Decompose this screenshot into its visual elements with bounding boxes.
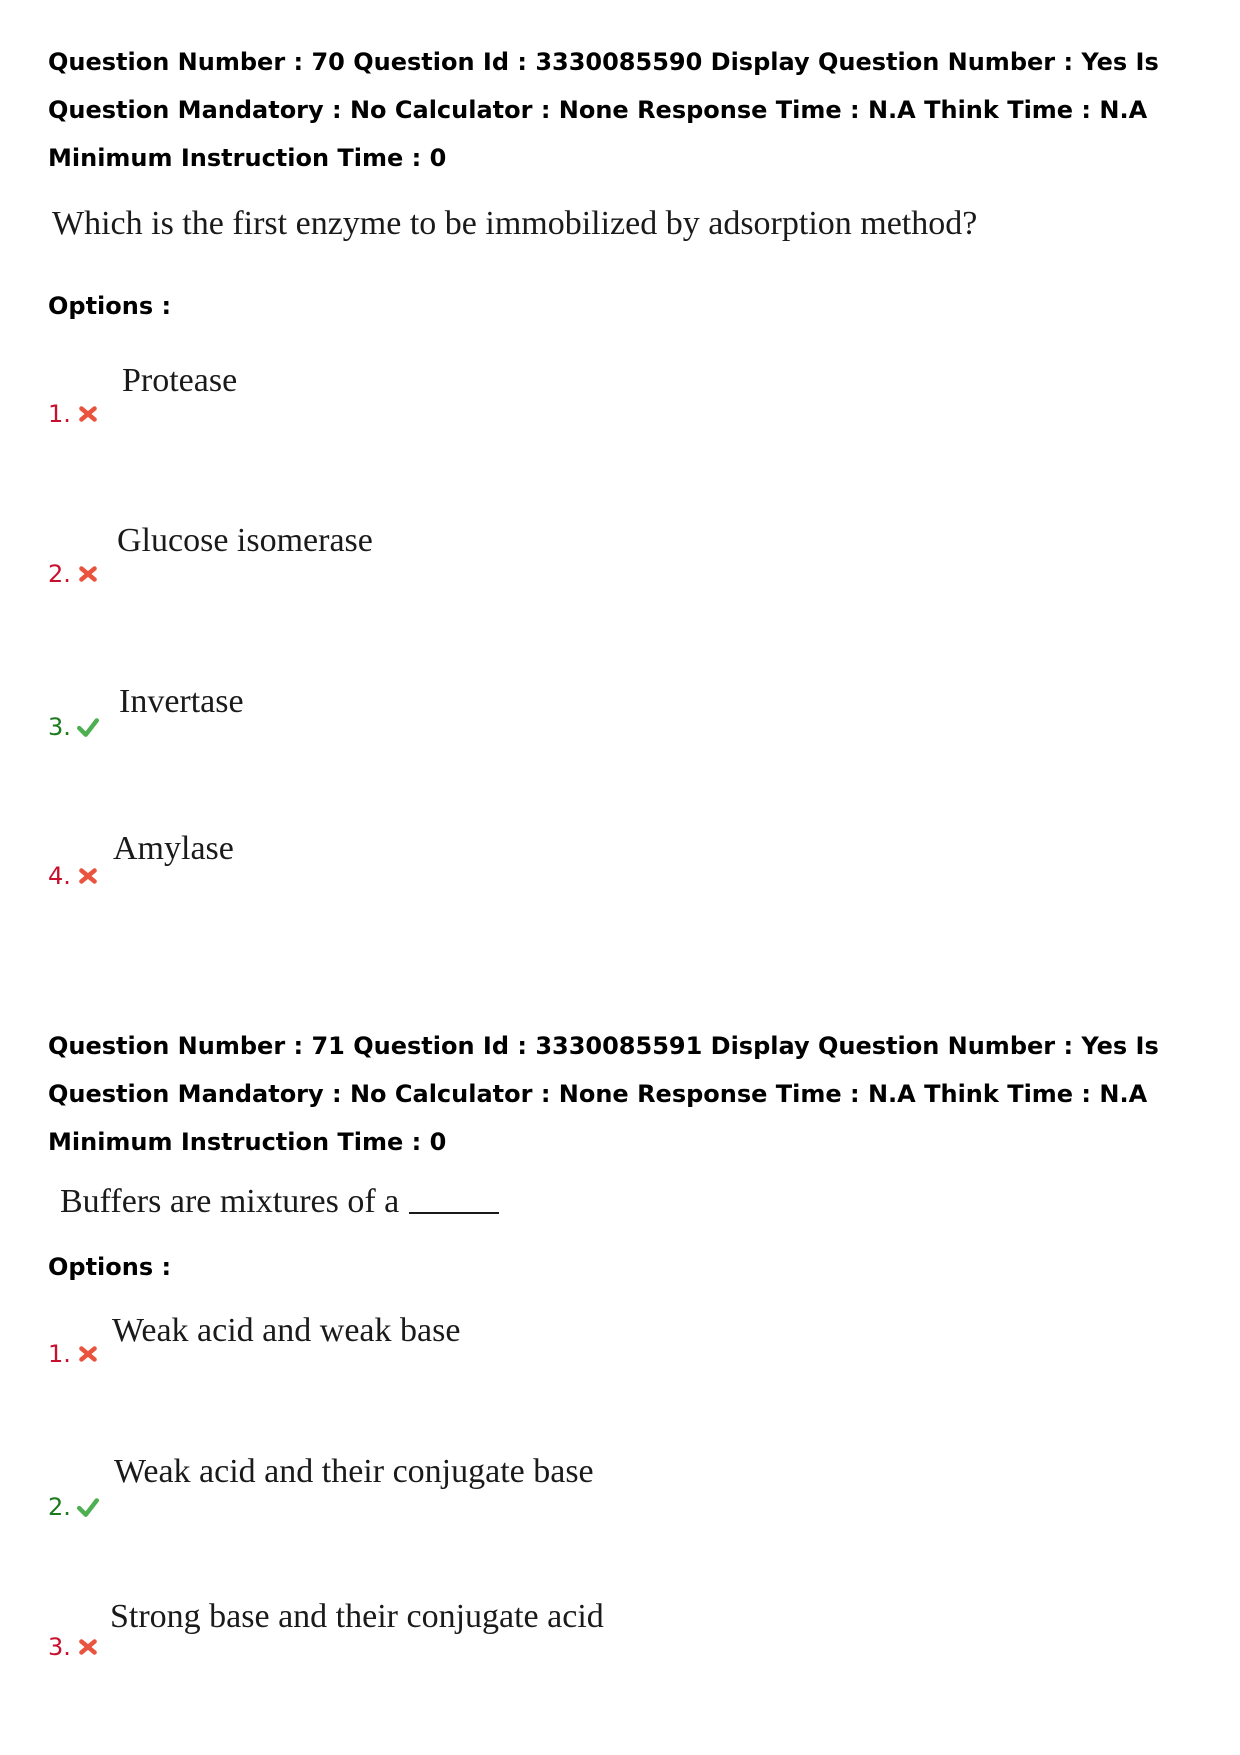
question-71-option-1-number: [48, 1340, 99, 1368]
question-70-option-1-number: [48, 400, 99, 428]
question-70-text: Which is the first enzyme to be immobilized by adsorption method?: [52, 205, 978, 242]
option-number-label: 2.: [48, 1493, 71, 1521]
check-icon: [77, 1496, 99, 1518]
cross-icon: [77, 403, 99, 425]
question-71-option-2-number: [48, 1493, 99, 1521]
question-70-option-4-number: [48, 862, 99, 890]
option-number-label: 2.: [48, 560, 71, 588]
question-70-option-2-number: [48, 560, 99, 588]
question-71-option-2-text: Weak acid and their conjugate base: [114, 1453, 594, 1490]
question-70-option-4-text: Amylase: [113, 830, 234, 867]
question-70-option-2-text: Glucose isomerase: [117, 522, 373, 559]
cross-icon: [77, 865, 99, 887]
cross-icon: [77, 1343, 99, 1365]
cross-icon: [77, 563, 99, 585]
question-71-option-1-text: Weak acid and weak base: [112, 1312, 461, 1349]
question-70-option-3-number: [48, 713, 99, 741]
question-70-option-1-text: Protease: [122, 362, 238, 399]
question-71-meta: Question Number : 71 Question Id : 3330085591 Display Question Number : Yes Is Question Mandatory : No Calculator : None Response Time : N.A Think Time : N.A Minimum Instruction Time : 0: [48, 1032, 1159, 1156]
option-number-label: 1.: [48, 1340, 71, 1368]
option-number-label: 1.: [48, 400, 71, 428]
option-number-label: 4.: [48, 862, 71, 890]
question-71-text-content: Buffers are mixtures of a: [60, 1183, 400, 1220]
question-70-options-label: Options :: [48, 292, 172, 320]
cross-icon: [77, 1636, 99, 1658]
fill-in-blank: [409, 1212, 499, 1214]
question-70-meta: Question Number : 70 Question Id : 3330085590 Display Question Number : Yes Is Question Mandatory : No Calculator : None Response Time : N.A Think Time : N.A Minimum Instruction Time : 0: [48, 48, 1159, 172]
question-71-option-3-text: Strong base and their conjugate acid: [110, 1598, 604, 1635]
option-number-label: 3.: [48, 713, 71, 741]
option-number-label: 3.: [48, 1633, 71, 1661]
question-70-option-3-text: Invertase: [119, 683, 244, 720]
check-icon: [77, 716, 99, 738]
question-71-text: [60, 1183, 499, 1221]
question-71-options-label: Options :: [48, 1253, 172, 1281]
question-71-option-3-number: [48, 1633, 99, 1661]
